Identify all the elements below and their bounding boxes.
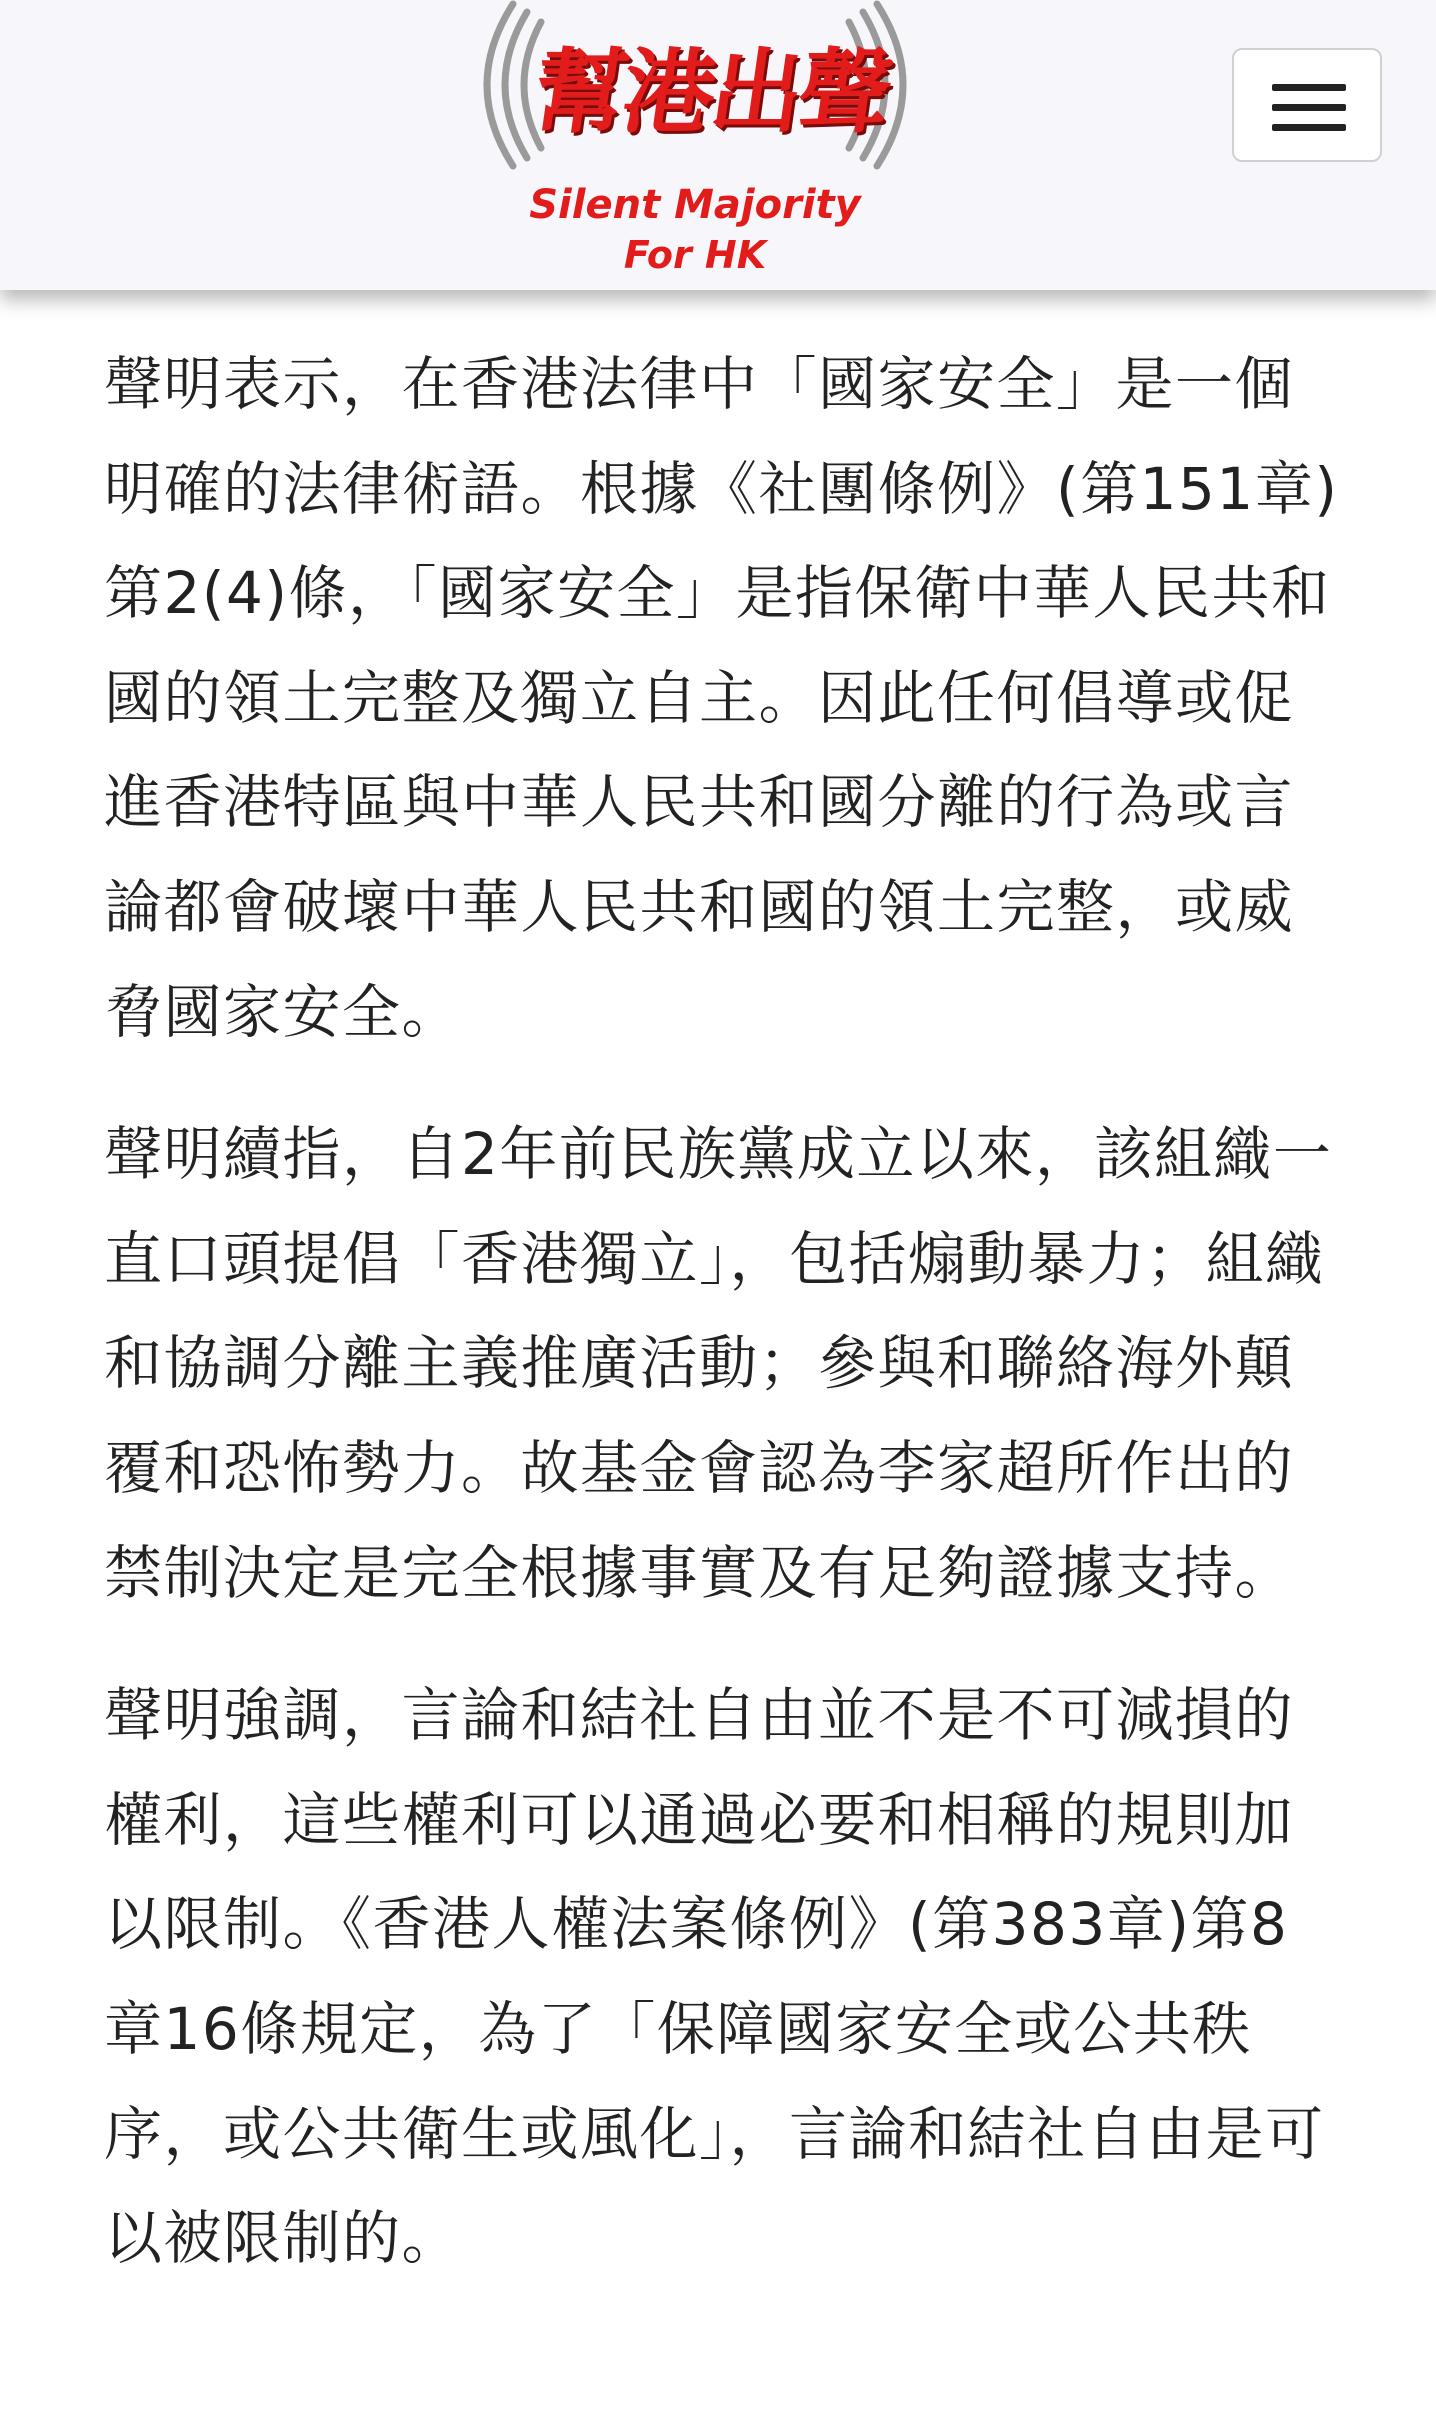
- logo-english-line-1: Silent Majority: [529, 182, 861, 228]
- article-body: [104, 332, 1344, 2329]
- site-header: [0, 0, 1436, 290]
- menu-toggle-button[interactable]: [1232, 48, 1382, 162]
- logo-english-line-2: For HK: [623, 233, 767, 277]
- article-paragraph-3: 聲明強調，言論和結社自由並不是不可減損的權利，這些權利可以通過必要和相稱的規則加以限制。《香港人權法案條例》(第383章)第8章16條規定，為了「保障國家安全或公共秩序，或公共衛生或風化」，言論和結社自由是可以被限制的。: [104, 1681, 1325, 2273]
- site-logo[interactable]: [465, 0, 925, 285]
- article-paragraph-2: 聲明續指，自2年前民族黨成立以來，該組織一直口頭提倡「香港獨立」，包括煽動暴力；組織和協調分離主義推廣活動；參與和聯絡海外顛覆和恐怖勢力。故基金會認為李家超所作出的禁制決定是完全根據事實及有足夠證據支持。: [104, 1120, 1333, 1607]
- logo-chinese-name: 幫港出聲: [527, 39, 895, 146]
- hamburger-menu-icon: [1272, 84, 1346, 130]
- article-paragraph-1: 聲明表示，在香港法律中「國家安全」是一個明確的法律術語。根據《社團條例》(第151章)第2(4)條，「國家安全」是指保衛中華人民共和國的領土完整及獨立自主。因此任何倡導或促進香港特區與中華人民共和國分離的行為或言論都會破壞中華人民共和國的領土完整，或威脅國家安全。: [104, 350, 1339, 1046]
